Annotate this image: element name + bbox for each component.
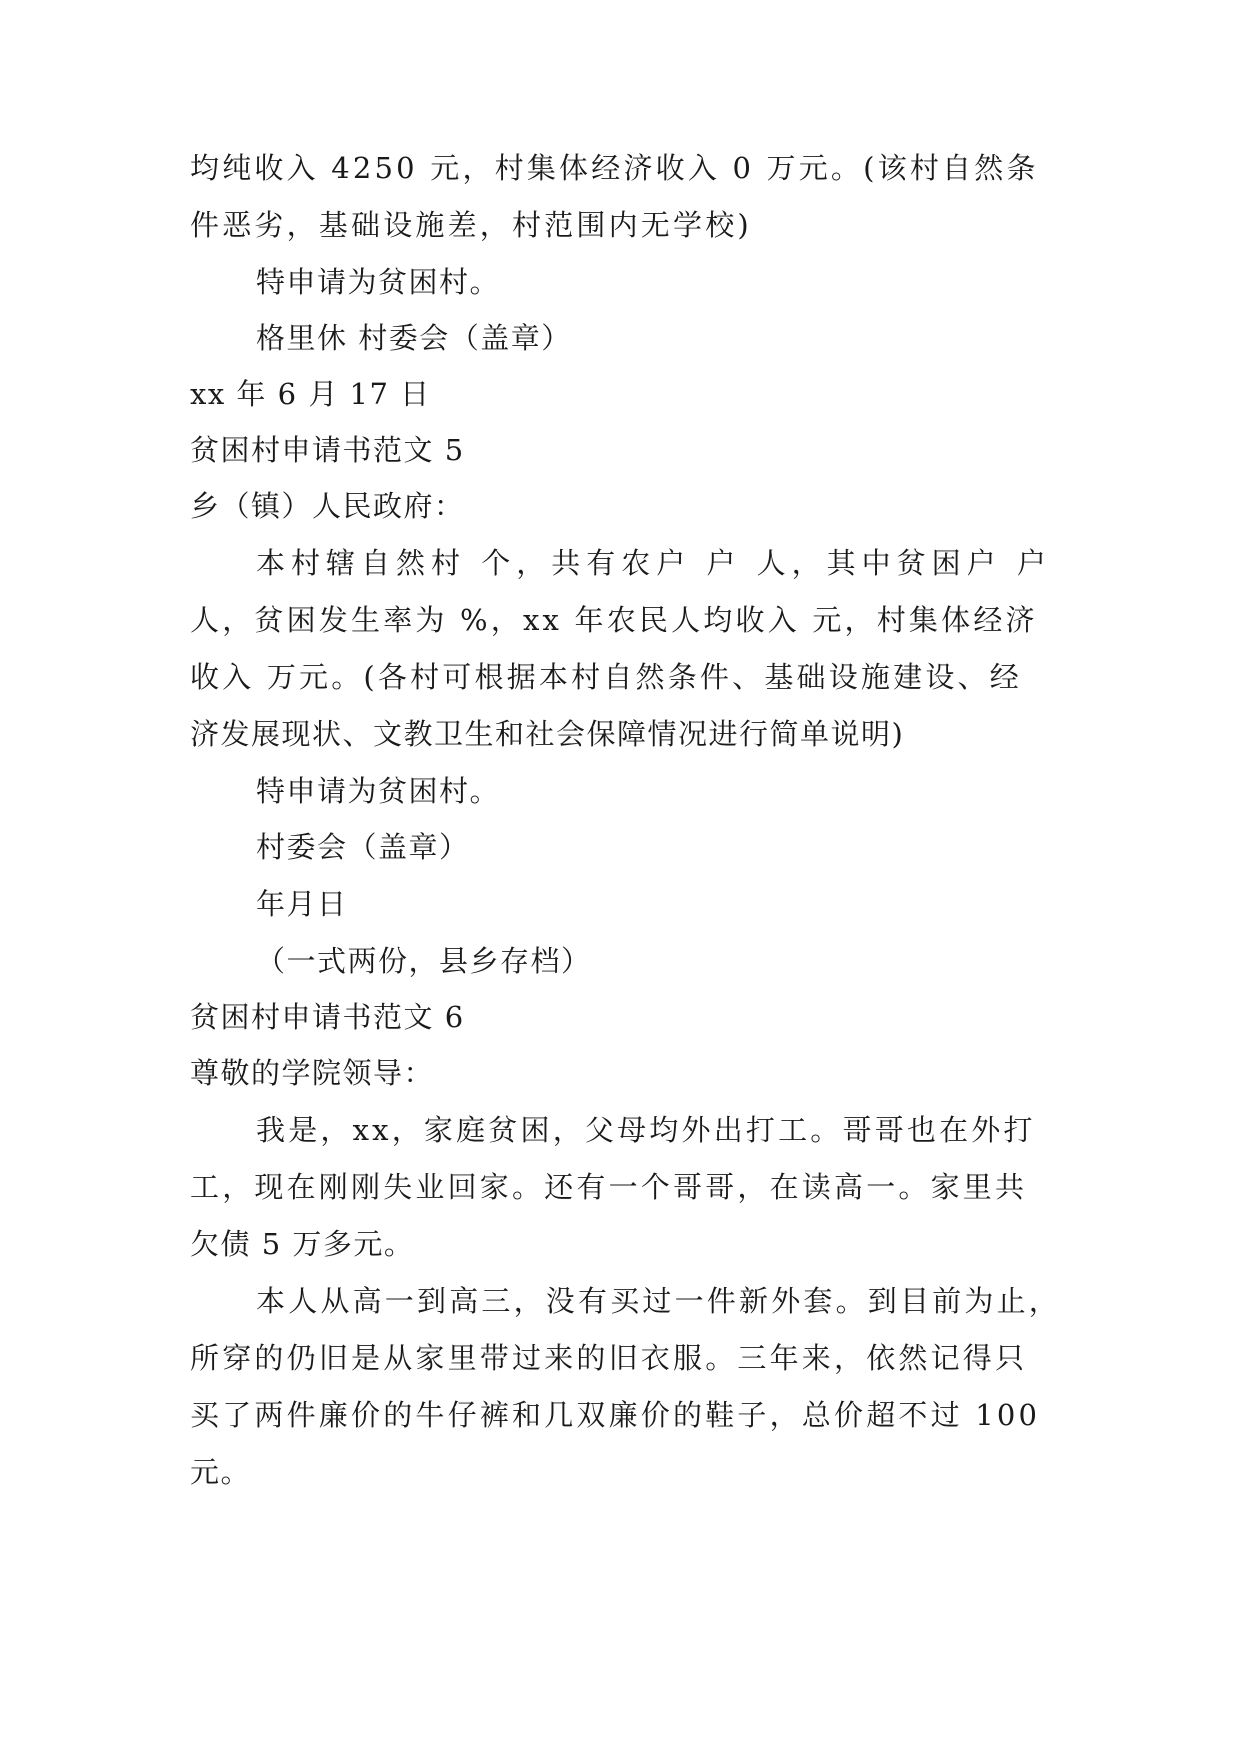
note-line: （一式两份，县乡存档） bbox=[256, 944, 592, 978]
paragraph-line: 我是，xx，家庭贫困，父母均外出打工。哥哥也在外打 bbox=[256, 1113, 1036, 1147]
paragraph-line: 所穿的仍旧是从家里带过来的旧衣服。三年来，依然记得只 bbox=[190, 1341, 1028, 1375]
paragraph-line: 特申请为贫困村。 bbox=[256, 774, 501, 808]
paragraph-line: 本村辖自然村 个，共有农户 户 人，其中贫困户 户 bbox=[256, 546, 1052, 580]
section-heading: 贫困村申请书范文 6 bbox=[190, 1000, 465, 1034]
paragraph-line: 人，贫困发生率为 %，xx 年农民人均收入 元，村集体经济 bbox=[190, 603, 1038, 637]
paragraph-line: 工，现在刚刚失业回家。还有一个哥哥，在读高一。家里共 bbox=[190, 1170, 1028, 1204]
signature-line: 村委会（盖章） bbox=[256, 830, 470, 864]
paragraph-line: 特申请为贫困村。 bbox=[256, 265, 501, 299]
paragraph-line: 本人从高一到高三，没有买过一件新外套。到目前为止， bbox=[256, 1284, 1062, 1318]
paragraph-line: 件恶劣，基础设施差，村范围内无学校) bbox=[190, 208, 752, 242]
salutation-line: 乡（镇）人民政府： bbox=[190, 489, 465, 523]
signature-line: 格里休 村委会（盖章） bbox=[256, 321, 572, 355]
date-line: xx 年 6 月 17 日 bbox=[190, 377, 431, 411]
date-line: 年月日 bbox=[256, 887, 348, 921]
paragraph-line: 元。 bbox=[190, 1455, 252, 1489]
paragraph-line: 收入 万元。(各村可根据本村自然条件、基础设施建设、经 bbox=[190, 660, 1022, 694]
paragraph-line: 均纯收入 4250 元，村集体经济收入 0 万元。(该村自然条 bbox=[190, 151, 1039, 185]
salutation-line: 尊敬的学院领导： bbox=[190, 1056, 435, 1090]
paragraph-line: 买了两件廉价的牛仔裤和几双廉价的鞋子，总价超不过 100 bbox=[190, 1398, 1041, 1432]
section-heading: 贫困村申请书范文 5 bbox=[190, 433, 465, 467]
paragraph-line: 济发展现状、文教卫生和社会保障情况进行简单说明) bbox=[190, 717, 905, 751]
paragraph-line: 欠债 5 万多元。 bbox=[190, 1227, 415, 1261]
